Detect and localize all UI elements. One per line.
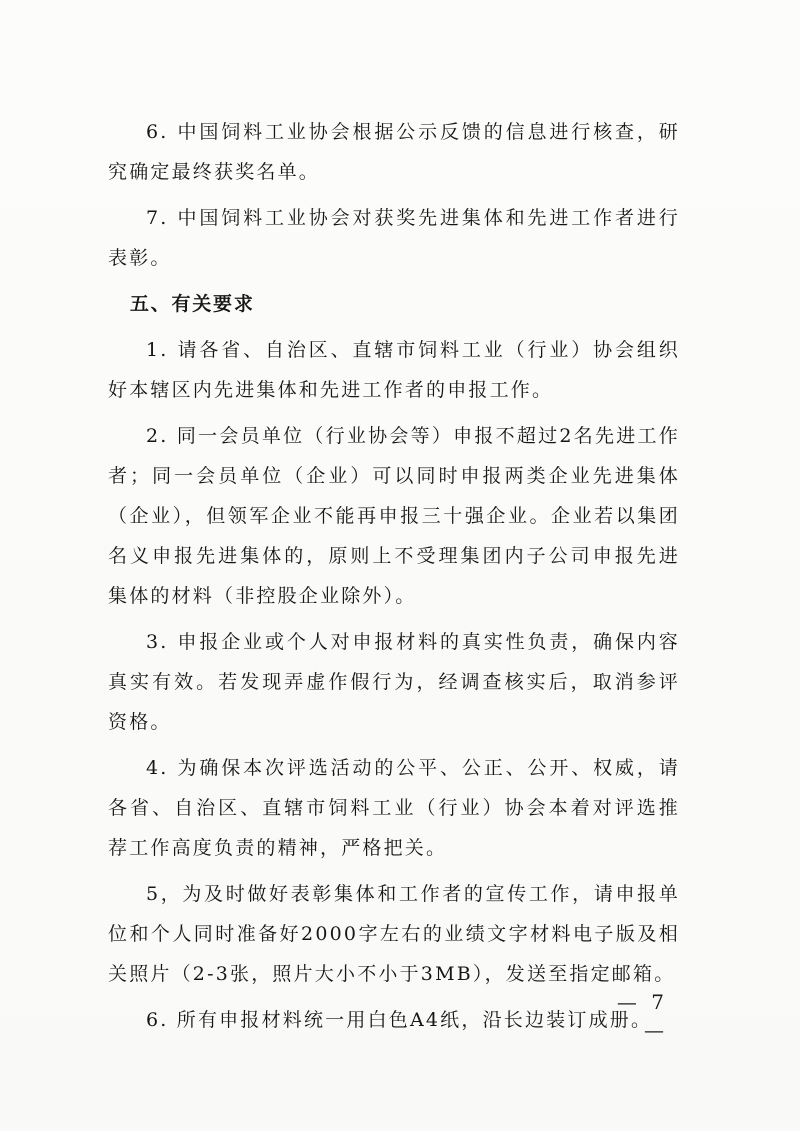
page-number: — 7 — [616, 990, 668, 1042]
requirement-5: 5，为及时做好表彰集体和工作者的宣传工作，请申报单位和个人同时准备好2000字左右的业绩文字材料电子版及相关照片（2-3张，照片大小不小于3MB），发送至指定邮箱。 [108, 883, 680, 985]
requirement-3: 3. 申报企业或个人对申报材料的真实性负责，确保内容真实有效。若发现弄虚作假行为，经调查核实后，取消参评资格。 [108, 631, 680, 733]
requirement-6: 6. 所有申报材料统一用白色A4纸，沿长边装订成册。 [146, 1009, 653, 1031]
requirement-2: 2. 同一会员单位（行业协会等）申报不超过2名先进工作者；同一会员单位（企业）可以同时申报两类企业先进集体（企业），但领军企业不能再申报三十强企业。企业若以集团名义申报先进集体的，原则上不受理集团内子公司申报先进集体的材料（非控股企业除外）。 [108, 425, 680, 607]
document-body [108, 112, 680, 1040]
paragraph-6-final-check: 6. 中国饲料工业协会根据公示反馈的信息进行核查，研究确定最终获奖名单。 [108, 121, 680, 183]
paragraph-7-award-commendation: 7. 中国饲料工业协会对获奖先进集体和先进工作者进行表彰。 [108, 207, 680, 269]
requirement-4: 4. 为确保本次评选活动的公平、公正、公开、权威，请各省、自治区、直辖市饲料工业（行业）协会本着对评选推荐工作高度负责的精神，严格把关。 [108, 757, 680, 859]
section-heading-requirements: 五、有关要求 [129, 293, 255, 315]
requirement-1: 1. 请各省、自治区、直辖市饲料工业（行业）协会组织好本辖区内先进集体和先进工作者的申报工作。 [108, 339, 680, 401]
